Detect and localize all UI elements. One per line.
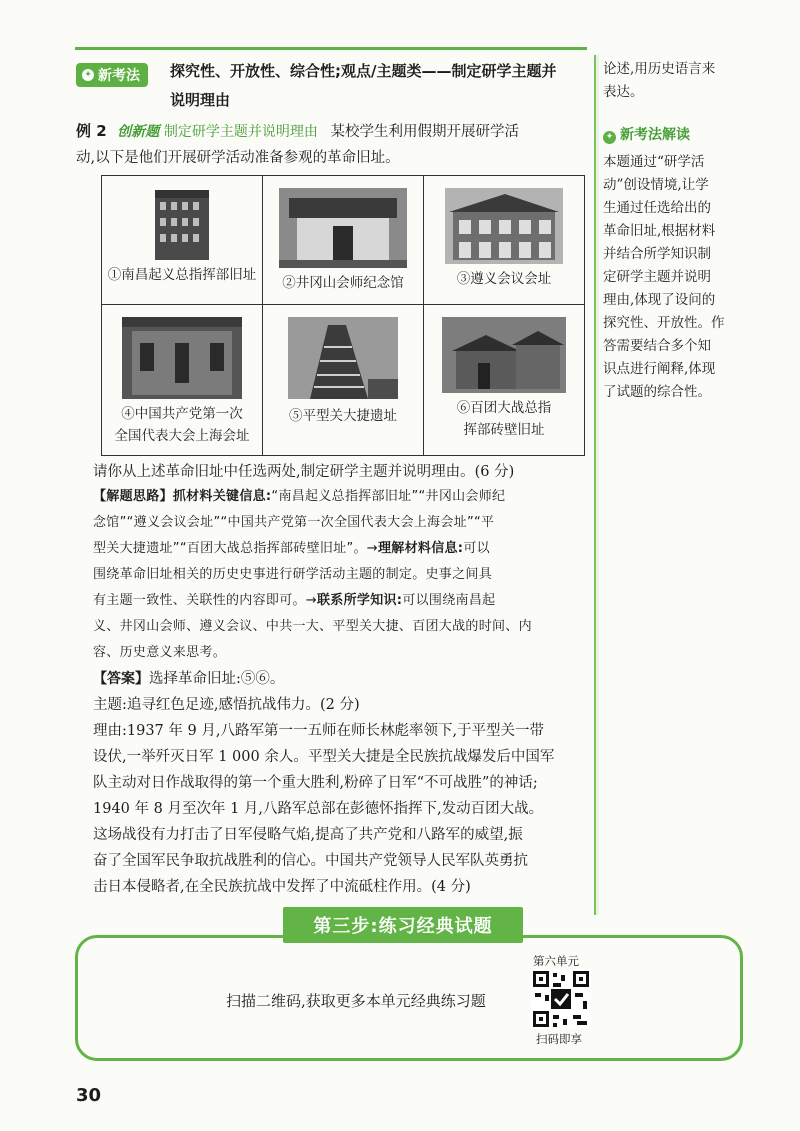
site-cell [102, 305, 263, 456]
solution-thinking [93, 484, 593, 666]
answer-reason [93, 718, 593, 900]
method-tag-label: 新考法 [98, 68, 140, 84]
question-text: 请你从上述革命旧址中任选两处,制定研学主题并说明理由。(6 分) [93, 464, 515, 480]
thinking-step1: 抓材料关键信息: [172, 489, 272, 504]
lightbulb-icon: ✦ [82, 69, 94, 81]
reason-line: 队主动对日作战取得的第一个重大胜利,粉碎了日军“不可战胜”的神话; [93, 775, 538, 791]
example-title: 制定研学主题并说明理由 [163, 124, 318, 140]
method-heading [170, 57, 590, 115]
site-caption-line2: 全国代表大会上海会址 [114, 428, 250, 444]
site-caption-line2: 挥部砖壁旧址 [463, 422, 545, 438]
thinking-label: 【解题思路】 [93, 489, 173, 504]
answer-choice: 选择革命旧址:⑤⑥。 [149, 671, 285, 687]
interp-line: 革命旧址,根据材料 [603, 223, 716, 239]
method-heading-line2: 说明理由 [170, 91, 231, 109]
method-heading-line1: 探究性、开放性、综合性;观点/主题类——制定研学主题并 [170, 62, 557, 80]
reason-line: 奋了全国军民争取抗战胜利的信心。中国共产党领导人民军队英勇抗 [93, 853, 528, 869]
new-question-label: 创新题 [117, 124, 160, 140]
site-caption: ②井冈山会师纪念馆 [282, 275, 404, 291]
thinking-step2: 理解材料信息: [378, 541, 464, 556]
example-intro-line1: 某校学生利用假期开展研学活 [330, 124, 519, 140]
qr-unit-label: 第六单元 [533, 954, 579, 968]
sidebar-line: 论述,用历史语言来 [603, 61, 716, 77]
site-cell [263, 176, 424, 305]
site-cell [263, 305, 424, 456]
answer-block [93, 666, 593, 900]
example-label: 例 2 [76, 122, 107, 140]
interp-line: 理由,体现了设问的 [603, 292, 716, 308]
method-tag [76, 62, 148, 87]
site-caption: ⑤平型关大捷遗址 [289, 408, 397, 424]
thinking-line: 有主题一致性、关联性的内容即可。→ [93, 593, 317, 608]
reason-line: 理由:1937 年 9 月,八路军第一一五师在师长林彪率领下,于平型关一带 [93, 723, 545, 739]
example-intro-line2: 动,以下是他们开展研学活动准备参观的革命旧址。 [76, 150, 400, 166]
thinking-line: 型关大捷遗址”“百团大战总指挥部砖壁旧址”。→ [93, 541, 378, 556]
sidebar-divider [594, 55, 596, 915]
interpretation-title [603, 124, 690, 144]
thinking-line: “南昌起义总指挥部旧址”“井冈山会师纪 [271, 489, 506, 504]
page-number: 30 [76, 1085, 102, 1106]
reason-line: 1940 年 8 月至次年 1 月,八路军总部在彭德怀指挥下,发动百团大战。 [93, 801, 544, 817]
thinking-line: 念馆”“遵义会议会址”“中国共产党第一次全国代表大会上海会址”“平 [93, 515, 495, 530]
thinking-step3: 联系所学知识: [317, 593, 403, 608]
interp-line: 动”创设情境,让学 [603, 177, 709, 193]
site-cell [102, 176, 263, 305]
answer-label: 【答案】 [93, 671, 149, 687]
monument-photo [288, 317, 398, 399]
thinking-line: 容、历史意义来思考。 [93, 645, 227, 660]
thinking-line: 围绕革命旧址相关的历史史事进行研学活动主题的制定。史事之间具 [93, 567, 493, 582]
qr-code-icon[interactable] [531, 969, 591, 1029]
sidebar-continuation [603, 58, 743, 104]
answer-theme: 主题:追寻红色足迹,感悟抗战伟力。(2 分) [93, 697, 360, 713]
qr-prompt: 扫描二维码,获取更多本单元经典练习题 [226, 992, 486, 1010]
thinking-line: 义、井冈山会师、遵义会议、中共一大、平型关大捷、百团大战的时间、内 [93, 619, 532, 634]
sidebar-shade [596, 55, 599, 915]
qr-scan-label: 扫码即享 [536, 1032, 582, 1046]
site-caption: ⑥百团大战总指 [456, 400, 552, 416]
reason-line: 这场战役有力打击了日军侵略气焰,提高了共产党和八路军的威望,振 [93, 827, 523, 843]
interp-line: 定研学主题并说明 [603, 269, 711, 285]
thinking-line: 可以围绕南昌起 [402, 593, 496, 608]
interp-line: 生通过任选给出的 [603, 200, 711, 216]
site-caption: ④中国共产党第一次 [121, 406, 243, 422]
thinking-line: 可以 [463, 541, 490, 556]
sidebar-line: 表达。 [603, 84, 644, 100]
interp-line: 本题通过“研学活 [603, 154, 705, 170]
building-photo [122, 317, 242, 399]
interp-line: 并结合所学知识制 [603, 246, 711, 262]
reason-line: 击日本侵略者,在全民族抗战中发挥了中流砥柱作用。(4 分) [93, 879, 471, 895]
interpretation-title-text: 新考法解读 [620, 127, 690, 143]
memorial-photo [279, 188, 407, 268]
site-cell [424, 305, 585, 456]
top-rule [75, 47, 587, 50]
interp-line: 识点进行阐释,体现 [603, 361, 716, 377]
step-banner: 第三步:练习经典试题 [283, 907, 523, 943]
reason-line: 设伏,一举歼灭日军 1 000 余人。平型关大捷是全民族抗战爆发后中国军 [93, 749, 555, 765]
interpretation-body [603, 151, 753, 404]
interp-line: 探究性、开放性。作 [603, 315, 725, 331]
site-caption: ①南昌起义总指挥部旧址 [107, 267, 257, 283]
lightbulb-icon: ✦ [603, 131, 616, 144]
interp-line: 了试题的综合性。 [603, 384, 711, 400]
example-intro [76, 118, 591, 171]
building-photo [445, 188, 563, 264]
interp-line: 答需要结合多个知 [603, 338, 711, 354]
sites-grid [101, 175, 585, 456]
site-cell [424, 176, 585, 305]
building-photo [153, 188, 211, 260]
site-caption: ③遵义会议会址 [456, 271, 552, 287]
building-photo [442, 317, 566, 393]
